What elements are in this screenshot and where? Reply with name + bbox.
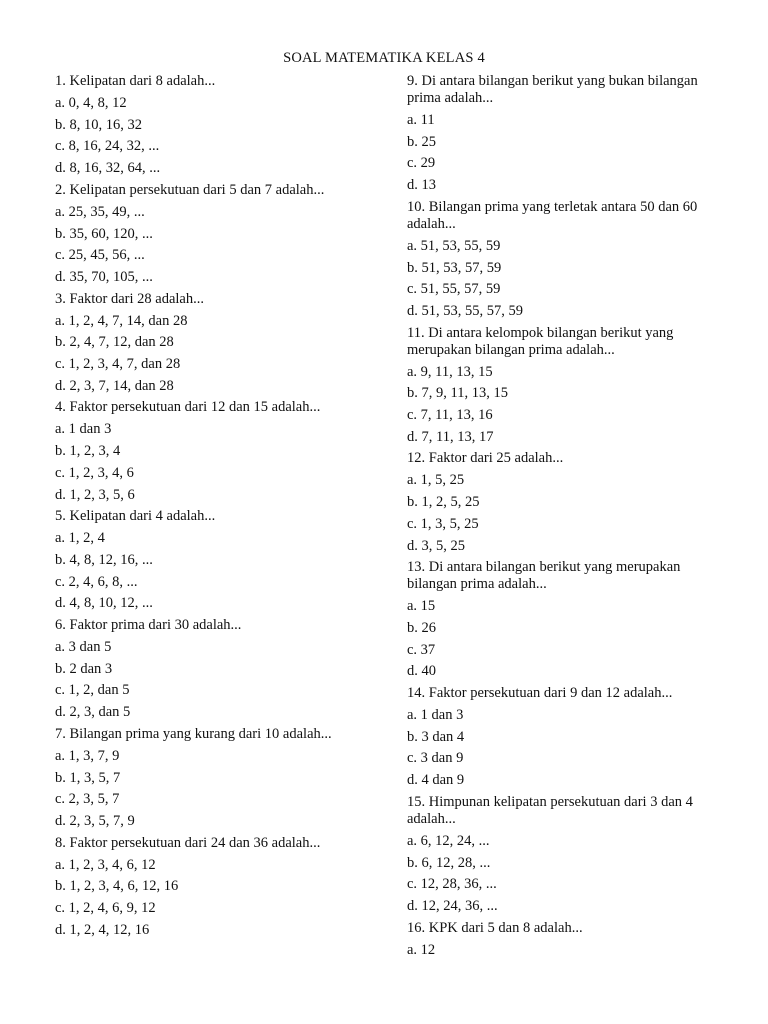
option-b: b. 26 [407,619,436,636]
question-10 [407,197,707,323]
option-a: a. 3 dan 5 [55,639,112,656]
question-text: 12. Faktor dari 25 adalah... [407,450,564,467]
option-d: d. 4 dan 9 [407,772,465,789]
option-a: a. 1 dan 3 [55,421,112,438]
option-b: b. 7, 9, 11, 13, 15 [407,385,508,402]
question-text: 11. Di antara kelompok bilangan berikut yang merupakan bilangan prima adalah... [407,324,674,358]
option-b: b. 6, 12, 28, ... [407,854,491,871]
option-a: a. 1, 3, 7, 9 [55,747,120,764]
option-d: d. 7, 11, 13, 17 [407,428,494,445]
option-a: a. 6, 12, 24, ... [407,832,490,849]
question-text: 14. Faktor persekutuan dari 9 dan 12 adalah... [407,685,673,702]
option-b: b. 1, 2, 3, 4, 6, 12, 16 [55,878,179,895]
question-12 [407,448,707,557]
option-d: d. 8, 16, 32, 64, ... [55,160,161,177]
option-a: a. 9, 11, 13, 15 [407,363,493,380]
option-a: a. 1, 2, 4 [55,530,105,547]
question-6 [55,615,385,724]
option-a: a. 0, 4, 8, 12 [55,95,127,111]
question-text: 9. Di antara bilangan berikut yang bukan bilangan prima adalah... [407,73,698,106]
question-7 [55,724,385,833]
option-b: b. 51, 53, 57, 59 [407,259,502,276]
option-d: d. 35, 70, 105, ... [55,268,153,285]
right-column [407,71,707,961]
option-a: a. 1, 2, 3, 4, 6, 12 [55,856,156,873]
left-column [55,71,385,942]
option-d: d. 2, 3, 5, 7, 9 [55,812,135,829]
option-a: a. 1, 2, 4, 7, 14, dan 28 [55,312,188,329]
question-16 [407,918,707,962]
option-c: c. 2, 4, 6, 8, ... [55,573,138,590]
question-14 [407,683,707,792]
option-a: a. 1 dan 3 [407,707,464,724]
option-a: a. 51, 53, 55, 59 [407,237,501,254]
option-d: d. 12, 24, 36, ... [407,897,498,914]
question-text: 3. Faktor dari 28 adalah... [55,290,204,307]
option-a: a. 12 [407,941,436,958]
option-c: c. 25, 45, 56, ... [55,247,145,264]
option-b: b. 4, 8, 12, 16, ... [55,551,153,568]
option-c: c. 1, 2, 3, 4, 7, dan 28 [55,356,181,373]
option-b: b. 2 dan 3 [55,660,113,677]
page-title: SOAL MATEMATIKA KELAS 4 [283,50,485,66]
option-c: c. 37 [407,641,436,658]
option-c: c. 1, 2, 3, 4, 6 [55,464,134,481]
question-text: 10. Bilangan prima yang terletak antara 50 dan 60 adalah... [407,198,698,232]
question-text: 13. Di antara bilangan berikut yang merupakan bilangan prima adalah... [407,559,681,593]
question-5 [55,506,385,615]
option-d: d. 2, 3, 7, 14, dan 28 [55,377,174,394]
option-c: c. 1, 3, 5, 25 [407,515,479,532]
option-a: a. 25, 35, 49, ... [55,203,145,220]
question-text: 2. Kelipatan persekutuan dari 5 dan 7 adalah... [55,181,325,198]
option-c: c. 2, 3, 5, 7 [55,791,120,808]
option-c: c. 3 dan 9 [407,750,464,767]
option-d: d. 3, 5, 25 [407,537,465,554]
option-d: d. 1, 2, 3, 5, 6 [55,486,135,503]
option-b: b. 1, 2, 3, 4 [55,443,121,460]
option-d: d. 1, 2, 4, 12, 16 [55,921,150,938]
option-c: c. 8, 16, 24, 32, ... [55,138,160,155]
option-b: b. 2, 4, 7, 12, dan 28 [55,334,174,351]
option-c: c. 29 [407,155,436,172]
option-b: b. 8, 10, 16, 32 [55,116,142,133]
question-text: 16. KPK dari 5 dan 8 adalah... [407,919,583,936]
question-11 [407,323,707,449]
option-c: c. 7, 11, 13, 16 [407,407,493,424]
option-c: c. 1, 2, 4, 6, 9, 12 [55,900,156,917]
option-b: b. 3 dan 4 [407,728,465,745]
option-c: c. 12, 28, 36, ... [407,876,497,893]
option-c: c. 1, 2, dan 5 [55,682,130,699]
question-4 [55,397,385,506]
option-d: d. 2, 3, dan 5 [55,704,131,721]
question-13 [407,557,707,683]
question-15 [407,792,707,918]
option-c: c. 51, 55, 57, 59 [407,281,501,298]
option-b: b. 35, 60, 120, ... [55,225,153,242]
question-2 [55,180,385,289]
option-b: b. 25 [407,133,436,150]
question-text: 8. Faktor persekutuan dari 24 dan 36 adalah... [55,834,321,851]
question-text: 5. Kelipatan dari 4 adalah... [55,508,216,525]
question-1 [55,71,385,180]
question-text: 15. Himpunan kelipatan persekutuan dari 3 dan 4 adalah... [407,793,693,827]
question-text: 1. Kelipatan dari 8 adalah... [55,73,216,89]
question-text: 6. Faktor prima dari 30 adalah... [55,617,242,634]
option-b: b. 1, 3, 5, 7 [55,769,121,786]
option-a: a. 11 [407,112,435,128]
question-8 [55,833,385,942]
option-d: d. 13 [407,177,436,194]
option-d: d. 40 [407,663,436,680]
question-text: 4. Faktor persekutuan dari 12 dan 15 adalah... [55,399,321,416]
question-9 [407,71,707,197]
option-d: d. 51, 53, 55, 57, 59 [407,302,523,319]
option-a: a. 1, 5, 25 [407,472,465,489]
question-text: 7. Bilangan prima yang kurang dari 10 adalah... [55,725,332,742]
option-b: b. 1, 2, 5, 25 [407,494,480,511]
option-a: a. 15 [407,598,436,615]
option-d: d. 4, 8, 10, 12, ... [55,595,153,612]
question-3 [55,289,385,398]
